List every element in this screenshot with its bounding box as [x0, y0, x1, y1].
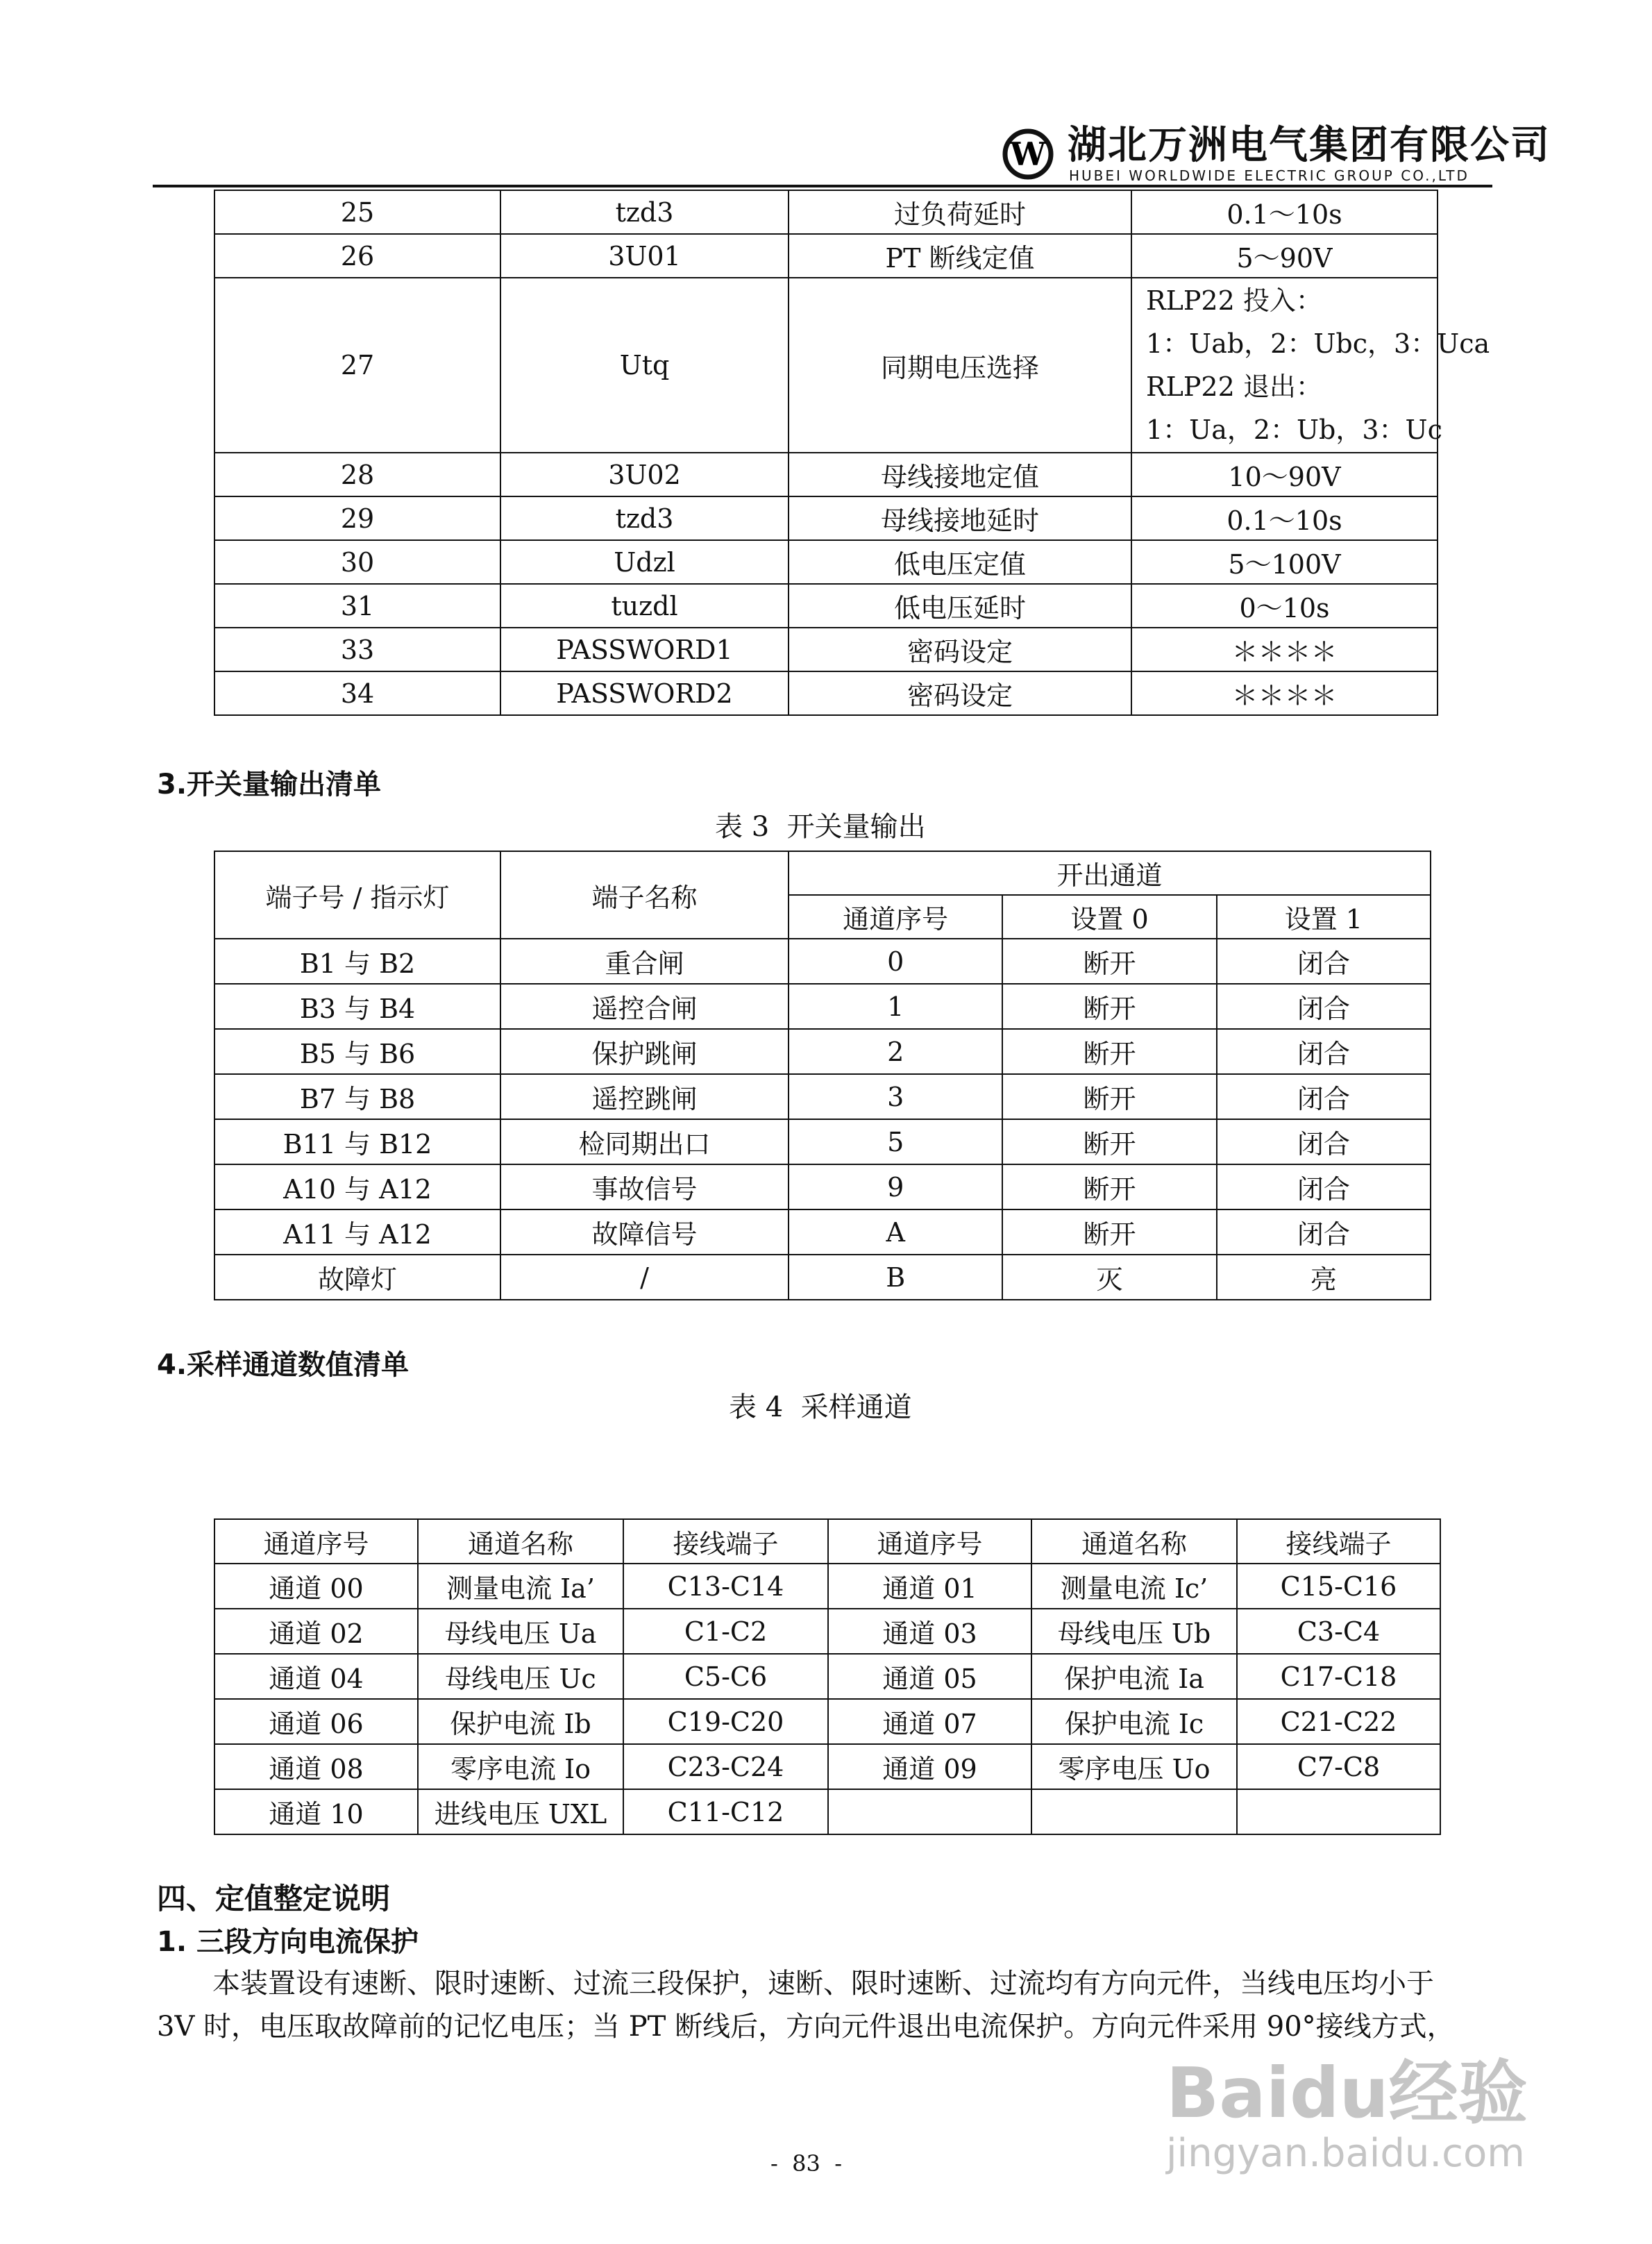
sampling-channel-table — [214, 1518, 1441, 1835]
table-row — [214, 628, 1438, 671]
table-row — [214, 1699, 1440, 1744]
table-row — [214, 453, 1438, 496]
table-cell: 闭合 — [1217, 939, 1431, 984]
table-cell: 母线接地延时 — [789, 496, 1131, 540]
table-row — [214, 1789, 1440, 1834]
table-cell: C15-C16 — [1237, 1564, 1440, 1609]
table-cell: 遥控跳闸 — [500, 1074, 789, 1119]
table-cell: 通道 00 — [214, 1564, 418, 1609]
table-cell: 通道 07 — [828, 1699, 1031, 1744]
subsection-heading: 1. 三段方向电流保护 — [157, 1926, 419, 1958]
table-cell: 通道 10 — [214, 1789, 418, 1834]
table-cell: 母线电压 Uc — [418, 1654, 623, 1699]
table-cell: 断开 — [1002, 1074, 1216, 1119]
column-header: 端子名称 — [500, 851, 789, 939]
table-cell: C11-C12 — [623, 1789, 828, 1834]
table-row — [214, 1164, 1431, 1209]
table-row — [214, 1609, 1440, 1654]
table-cell: 5～100V — [1131, 540, 1438, 584]
cell-line: RLP22 退出： — [1146, 371, 1322, 402]
table-row — [214, 1255, 1431, 1300]
company-name-en: HUBEI WORLDWIDE ELECTRIC GROUP CO.,LTD — [1069, 167, 1469, 184]
table-cell: 5 — [789, 1119, 1002, 1164]
table-cell: 零序电流 Io — [418, 1744, 623, 1789]
column-header: 通道序号 — [214, 1519, 418, 1564]
table-cell: 0.1～10s — [1131, 190, 1438, 234]
settings-table — [214, 190, 1490, 716]
table-cell: 母线接地定值 — [789, 453, 1131, 496]
page-number: - 83 - — [770, 2150, 843, 2177]
table-cell: 断开 — [1002, 1164, 1216, 1209]
company-name-cn: 湖北万洲电气集团有限公司 — [1068, 123, 1551, 168]
table-cell: tuzdl — [500, 584, 789, 628]
table-cell: 闭合 — [1217, 1119, 1431, 1164]
paragraph-line-1: 本装置设有速断、限时速断、过流三段保护，速断、限时速断、过流均有方向元件，当线电压均小于 — [212, 1968, 1434, 2000]
table-cell: C19-C20 — [623, 1699, 828, 1744]
table-cell: PT 断线定值 — [789, 234, 1131, 278]
table-cell: 低电压定值 — [789, 540, 1131, 584]
table-cell: 通道 06 — [214, 1699, 418, 1744]
table-cell: 3U01 — [500, 234, 789, 278]
column-header: 通道序号 — [789, 895, 1002, 939]
table-cell: C17-C18 — [1237, 1654, 1440, 1699]
company-logo — [1000, 129, 1056, 186]
table-cell: 保护电流 Ic — [1031, 1699, 1237, 1744]
paragraph-line-2: 3V 时，电压取故障前的记忆电压；当 PT 断线后，方向元件退出电流保护。方向元件采用 90°接线方式， — [157, 2011, 1455, 2043]
watermark-logo: Baidu经验 — [1166, 2052, 1528, 2134]
table-3-caption: 表 3 开关量输出 — [715, 811, 926, 843]
table-cell — [1237, 1789, 1440, 1834]
table-cell: 闭合 — [1217, 984, 1431, 1029]
table-cell: A11 与 A12 — [214, 1209, 500, 1255]
table-cell: 密码设定 — [789, 628, 1131, 671]
table-cell: tzd3 — [500, 190, 789, 234]
column-header: 开出通道 — [789, 851, 1431, 895]
header-row — [214, 1519, 1440, 1564]
column-header: 通道名称 — [1031, 1519, 1237, 1564]
cell-line: 1：Ua，2：Ub，3：Uc — [1146, 415, 1442, 445]
table-row — [214, 1209, 1431, 1255]
table-row — [214, 1029, 1431, 1074]
table-row — [214, 671, 1438, 715]
table-cell: 测量电流 Ia’ — [418, 1564, 623, 1609]
table-cell: 断开 — [1002, 1209, 1216, 1255]
table-cell: 通道 04 — [214, 1654, 418, 1699]
table-cell: B5 与 B6 — [214, 1029, 500, 1074]
cell-line: 1：Uab，2：Ubc，3：Uca — [1146, 328, 1490, 359]
svg-text:W: W — [1010, 135, 1046, 173]
table-cell: 3U02 — [500, 453, 789, 496]
table-cell: C13-C14 — [623, 1564, 828, 1609]
table-cell: 10～90V — [1131, 453, 1438, 496]
table-cell: C23-C24 — [623, 1744, 828, 1789]
table-cell: B3 与 B4 — [214, 984, 500, 1029]
table-cell: B11 与 B12 — [214, 1119, 500, 1164]
table-cell: 26 — [214, 234, 500, 278]
table-row — [214, 540, 1438, 584]
table-cell: tzd3 — [500, 496, 789, 540]
table-cell: 零序电压 Uo — [1031, 1744, 1237, 1789]
header-rule — [153, 185, 1492, 187]
table-cell: 断开 — [1002, 1029, 1216, 1074]
watermark — [1166, 2052, 1528, 2176]
table-cell: Udzl — [500, 540, 789, 584]
table-cell: 通道 02 — [214, 1609, 418, 1654]
column-header: 接线端子 — [623, 1519, 828, 1564]
table-cell: 保护跳闸 — [500, 1029, 789, 1074]
table-cell: 3 — [789, 1074, 1002, 1119]
table-row — [214, 1074, 1431, 1119]
table-cell — [828, 1789, 1031, 1834]
table-cell: 故障灯 — [214, 1255, 500, 1300]
table-cell: 进线电压 UXL — [418, 1789, 623, 1834]
table-cell: ＊＊＊＊ — [1131, 628, 1438, 671]
table-cell: 测量电流 Ic’ — [1031, 1564, 1237, 1609]
table-cell: C7-C8 — [1237, 1744, 1440, 1789]
section-3-heading: 3.开关量输出清单 — [157, 769, 382, 801]
table-cell: 闭合 — [1217, 1209, 1431, 1255]
table-cell: C21-C22 — [1237, 1699, 1440, 1744]
table-cell: B1 与 B2 — [214, 939, 500, 984]
column-header: 接线端子 — [1237, 1519, 1440, 1564]
table-cell: B — [789, 1255, 1002, 1300]
table-row — [214, 1119, 1431, 1164]
table-cell — [1031, 1789, 1237, 1834]
table-cell: 0 — [789, 939, 1002, 984]
column-header: 设置 0 — [1002, 895, 1216, 939]
table-row — [214, 939, 1431, 984]
table-cell: 2 — [789, 1029, 1002, 1074]
table-cell: 断开 — [1002, 984, 1216, 1029]
table-cell: Utq — [500, 278, 789, 453]
table-cell: 保护电流 Ib — [418, 1699, 623, 1744]
table-cell: 闭合 — [1217, 1074, 1431, 1119]
table-cell: 通道 03 — [828, 1609, 1031, 1654]
section-4-heading: 4.采样通道数值清单 — [157, 1349, 410, 1381]
table-cell: 通道 05 — [828, 1654, 1031, 1699]
table-cell: 1 — [789, 984, 1002, 1029]
table-cell: C5-C6 — [623, 1654, 828, 1699]
switch-output-table — [214, 851, 1431, 1300]
table-cell: 同期电压选择 — [789, 278, 1131, 453]
section-four-heading: 四、定值整定说明 — [157, 1882, 391, 1916]
table-cell: 29 — [214, 496, 500, 540]
table-row — [214, 278, 1438, 453]
table-row — [214, 584, 1438, 628]
table-cell: 断开 — [1002, 939, 1216, 984]
table-row — [214, 496, 1438, 540]
table-cell: 过负荷延时 — [789, 190, 1131, 234]
table-cell: A — [789, 1209, 1002, 1255]
table-cell: C1-C2 — [623, 1609, 828, 1654]
table-cell: 30 — [214, 540, 500, 584]
column-header: 设置 1 — [1217, 895, 1431, 939]
table-cell: 9 — [789, 1164, 1002, 1209]
table-cell: 遥控合闸 — [500, 984, 789, 1029]
multi-line-cell — [1131, 278, 1490, 453]
table-cell: 通道 01 — [828, 1564, 1031, 1609]
column-header: 端子号 / 指示灯 — [214, 851, 500, 939]
table-cell: 0.1～10s — [1131, 496, 1438, 540]
table-cell: 5～90V — [1131, 234, 1438, 278]
table-cell: PASSWORD2 — [500, 671, 789, 715]
table-cell: 27 — [214, 278, 500, 453]
table-cell: 保护电流 Ia — [1031, 1654, 1237, 1699]
table-cell: C3-C4 — [1237, 1609, 1440, 1654]
table-cell: 亮 — [1217, 1255, 1431, 1300]
table-cell: / — [500, 1255, 789, 1300]
header-row — [214, 851, 1431, 895]
table-cell: 25 — [214, 190, 500, 234]
table-cell: ＊＊＊＊ — [1131, 671, 1438, 715]
table-cell: 断开 — [1002, 1119, 1216, 1164]
table-cell: 34 — [214, 671, 500, 715]
table-cell: 闭合 — [1217, 1029, 1431, 1074]
table-cell: A10 与 A12 — [214, 1164, 500, 1209]
watermark-url: jingyan.baidu.com — [1166, 2131, 1525, 2176]
table-cell: 灭 — [1002, 1255, 1216, 1300]
table-cell: 母线电压 Ua — [418, 1609, 623, 1654]
table-cell: 事故信号 — [500, 1164, 789, 1209]
table-row — [214, 190, 1438, 234]
table-cell: 母线电压 Ub — [1031, 1609, 1237, 1654]
table-row — [214, 1744, 1440, 1789]
table-cell: 故障信号 — [500, 1209, 789, 1255]
column-header: 通道序号 — [828, 1519, 1031, 1564]
table-row — [214, 984, 1431, 1029]
table-cell: 闭合 — [1217, 1164, 1431, 1209]
table-cell: 密码设定 — [789, 671, 1131, 715]
table-cell: 低电压延时 — [789, 584, 1131, 628]
table-row — [214, 1564, 1440, 1609]
table-cell: 31 — [214, 584, 500, 628]
table-cell: 通道 08 — [214, 1744, 418, 1789]
table-cell: 0～10s — [1131, 584, 1438, 628]
table-4-caption: 表 4 采样通道 — [729, 1391, 912, 1423]
table-cell: 通道 09 — [828, 1744, 1031, 1789]
table-cell: PASSWORD1 — [500, 628, 789, 671]
table-cell: 重合闸 — [500, 939, 789, 984]
table-cell: B7 与 B8 — [214, 1074, 500, 1119]
cell-line: RLP22 投入： — [1146, 285, 1322, 316]
column-header: 通道名称 — [418, 1519, 623, 1564]
table-cell: 检同期出口 — [500, 1119, 789, 1164]
table-cell: 33 — [214, 628, 500, 671]
table-row — [214, 1654, 1440, 1699]
table-row — [214, 234, 1438, 278]
table-cell: 28 — [214, 453, 500, 496]
